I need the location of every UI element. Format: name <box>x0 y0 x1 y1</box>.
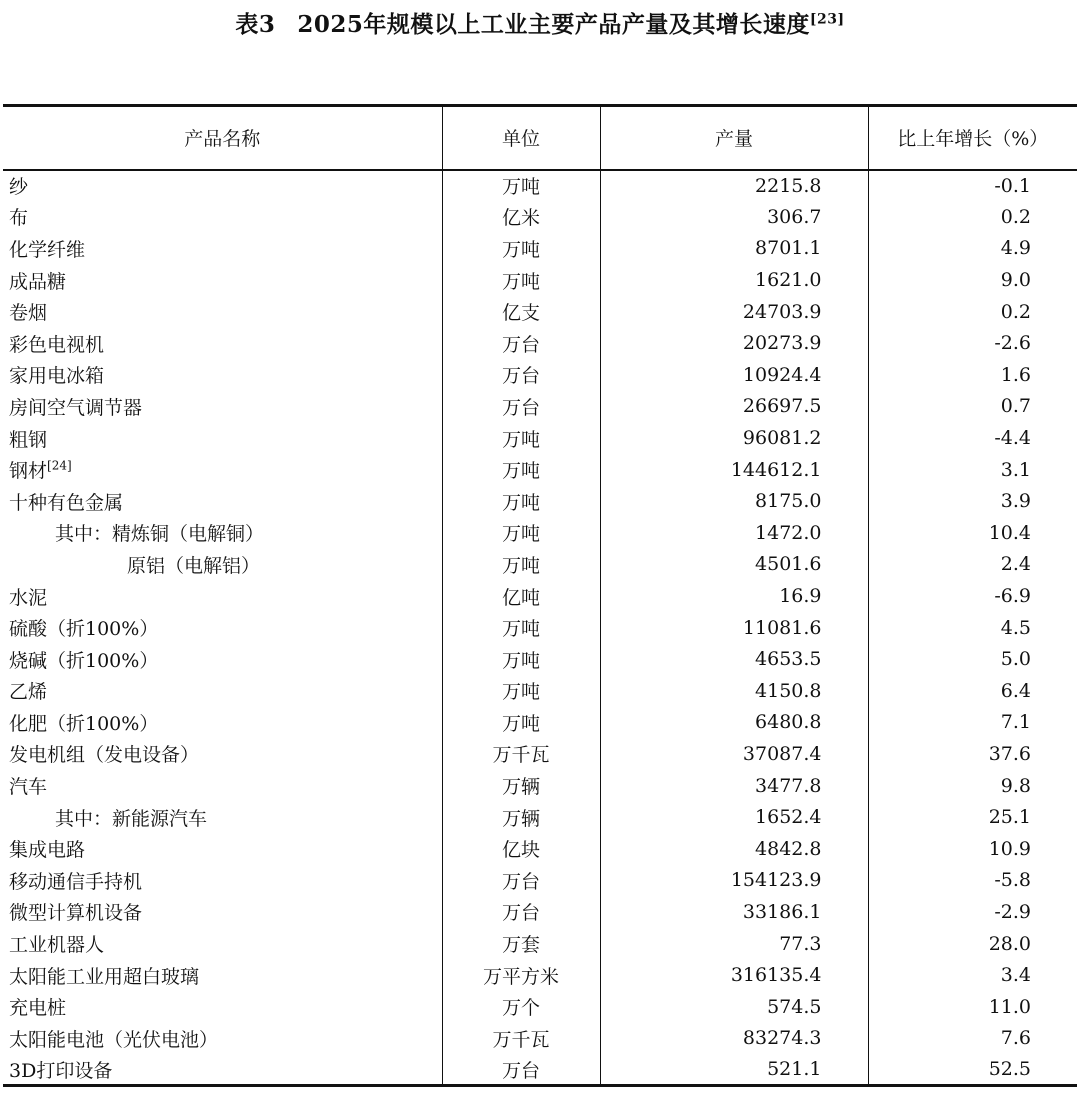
growth-cell: 9.0 <box>868 264 1077 296</box>
table-row <box>3 454 1077 486</box>
growth-cell: 5.0 <box>868 643 1077 675</box>
output-cell: 6480.8 <box>600 707 868 739</box>
table-title-text: 2025年规模以上工业主要产品产量及其增长速度 <box>297 11 810 38</box>
output-cell: 77.3 <box>600 928 868 960</box>
output-cell: 1621.0 <box>600 264 868 296</box>
growth-cell: 3.1 <box>868 454 1077 486</box>
product-name: 布 <box>9 207 29 230</box>
table-title <box>0 6 1080 39</box>
table-row <box>3 170 1077 202</box>
product-name: 成品糖 <box>9 270 67 293</box>
growth-cell: 9.8 <box>868 770 1077 802</box>
unit-cell: 亿支 <box>442 296 600 328</box>
footnote-ref: [24] <box>47 458 72 473</box>
table-row <box>3 422 1077 454</box>
table-number: 表3 <box>235 11 276 38</box>
unit-cell: 万吨 <box>442 549 600 581</box>
table-row <box>3 991 1077 1023</box>
unit-cell: 万台 <box>442 896 600 928</box>
header-output: 产量 <box>600 106 868 170</box>
product-name-cell <box>3 327 442 359</box>
output-cell: 10924.4 <box>600 359 868 391</box>
output-cell: 306.7 <box>600 201 868 233</box>
product-name: 工业机器人 <box>9 934 105 957</box>
product-name-cell <box>3 580 442 612</box>
table-body <box>3 170 1077 1086</box>
growth-cell: 25.1 <box>868 801 1077 833</box>
growth-cell: 11.0 <box>868 991 1077 1023</box>
output-cell: 4501.6 <box>600 549 868 581</box>
product-name: 钢材 <box>9 460 48 483</box>
unit-cell: 万千瓦 <box>442 1023 600 1055</box>
growth-cell: 10.4 <box>868 517 1077 549</box>
unit-cell: 万辆 <box>442 801 600 833</box>
product-name: 其中：新能源汽车 <box>55 807 208 830</box>
table-row <box>3 485 1077 517</box>
product-name-cell <box>3 896 442 928</box>
product-name: 其中：精炼铜（电解铜） <box>55 523 265 546</box>
table-row <box>3 643 1077 675</box>
product-name-cell <box>3 991 442 1023</box>
product-name: 房间空气调节器 <box>9 396 143 419</box>
growth-cell: 52.5 <box>868 1054 1077 1086</box>
product-name: 移动通信手持机 <box>9 870 143 893</box>
growth-cell: 7.1 <box>868 707 1077 739</box>
product-name-cell <box>3 865 442 897</box>
product-name: 彩色电视机 <box>9 333 105 356</box>
unit-cell: 万吨 <box>442 170 600 202</box>
product-name: 充电桩 <box>9 997 67 1020</box>
table-row <box>3 1054 1077 1086</box>
product-name: 粗钢 <box>9 428 48 451</box>
output-cell: 3477.8 <box>600 770 868 802</box>
table-row <box>3 359 1077 391</box>
output-cell: 1652.4 <box>600 801 868 833</box>
output-cell: 83274.3 <box>600 1023 868 1055</box>
product-name-cell <box>3 928 442 960</box>
growth-cell: -4.4 <box>868 422 1077 454</box>
growth-cell: -5.8 <box>868 865 1077 897</box>
product-name: 集成电路 <box>9 839 86 862</box>
growth-cell: 3.4 <box>868 959 1077 991</box>
product-name: 3D打印设备 <box>9 1059 113 1082</box>
table-row <box>3 928 1077 960</box>
unit-cell: 万平方米 <box>442 959 600 991</box>
output-cell: 4150.8 <box>600 675 868 707</box>
output-cell: 521.1 <box>600 1054 868 1086</box>
table-row <box>3 327 1077 359</box>
product-name-cell <box>3 201 442 233</box>
output-cell: 16.9 <box>600 580 868 612</box>
output-cell: 11081.6 <box>600 612 868 644</box>
table-row <box>3 675 1077 707</box>
unit-cell: 万吨 <box>442 485 600 517</box>
output-cell: 96081.2 <box>600 422 868 454</box>
unit-cell: 万吨 <box>442 517 600 549</box>
table-row <box>3 391 1077 423</box>
growth-cell: 4.9 <box>868 233 1077 265</box>
output-cell: 1472.0 <box>600 517 868 549</box>
product-name-cell <box>3 233 442 265</box>
table-row <box>3 296 1077 328</box>
growth-cell: -2.9 <box>868 896 1077 928</box>
product-name: 化学纤维 <box>9 238 86 261</box>
product-name-cell <box>3 454 442 486</box>
product-name-cell <box>3 549 442 581</box>
product-name: 太阳能电池（光伏电池） <box>9 1028 219 1051</box>
product-name-cell <box>3 612 442 644</box>
table-row <box>3 517 1077 549</box>
output-cell: 33186.1 <box>600 896 868 928</box>
table-row <box>3 233 1077 265</box>
title-footnote-ref: [23] <box>809 11 845 28</box>
product-name: 乙烯 <box>9 681 48 704</box>
product-name: 发电机组（发电设备） <box>9 744 200 767</box>
unit-cell: 万千瓦 <box>442 738 600 770</box>
unit-cell: 万辆 <box>442 770 600 802</box>
table-row <box>3 549 1077 581</box>
product-name-cell <box>3 959 442 991</box>
growth-cell: 2.4 <box>868 549 1077 581</box>
output-cell: 37087.4 <box>600 738 868 770</box>
growth-cell: -2.6 <box>868 327 1077 359</box>
product-name: 微型计算机设备 <box>9 902 143 925</box>
growth-cell: 4.5 <box>868 612 1077 644</box>
growth-cell: 10.9 <box>868 833 1077 865</box>
output-cell: 8175.0 <box>600 485 868 517</box>
table-row <box>3 264 1077 296</box>
output-cell: 8701.1 <box>600 233 868 265</box>
table-row <box>3 738 1077 770</box>
unit-cell: 万吨 <box>442 675 600 707</box>
product-name: 家用电冰箱 <box>9 365 105 388</box>
product-name: 水泥 <box>9 586 48 609</box>
output-cell: 20273.9 <box>600 327 868 359</box>
table-row <box>3 959 1077 991</box>
unit-cell: 万吨 <box>442 422 600 454</box>
table-row <box>3 201 1077 233</box>
product-name-cell <box>3 391 442 423</box>
product-name-cell <box>3 517 442 549</box>
header-growth: 比上年增长（%） <box>868 106 1077 170</box>
output-cell: 154123.9 <box>600 865 868 897</box>
growth-cell: 3.9 <box>868 485 1077 517</box>
product-name-cell <box>3 170 442 202</box>
growth-cell: 0.2 <box>868 296 1077 328</box>
product-name-cell <box>3 770 442 802</box>
unit-cell: 亿米 <box>442 201 600 233</box>
table-row <box>3 580 1077 612</box>
product-output-table <box>3 104 1077 1087</box>
unit-cell: 万吨 <box>442 264 600 296</box>
unit-cell: 万个 <box>442 991 600 1023</box>
product-name-cell <box>3 359 442 391</box>
table-row <box>3 1023 1077 1055</box>
product-name-cell <box>3 264 442 296</box>
unit-cell: 万吨 <box>442 233 600 265</box>
growth-cell: -0.1 <box>868 170 1077 202</box>
table-row <box>3 612 1077 644</box>
output-cell: 26697.5 <box>600 391 868 423</box>
product-name-cell <box>3 296 442 328</box>
table-header-row <box>3 106 1077 170</box>
product-name: 硫酸（折100%） <box>9 618 159 641</box>
growth-cell: -6.9 <box>868 580 1077 612</box>
product-name-cell <box>3 675 442 707</box>
product-name-cell <box>3 1023 442 1055</box>
unit-cell: 亿吨 <box>442 580 600 612</box>
table-row <box>3 896 1077 928</box>
unit-cell: 万台 <box>442 865 600 897</box>
unit-cell: 亿块 <box>442 833 600 865</box>
unit-cell: 万台 <box>442 359 600 391</box>
unit-cell: 万台 <box>442 391 600 423</box>
output-cell: 144612.1 <box>600 454 868 486</box>
unit-cell: 万吨 <box>442 643 600 675</box>
growth-cell: 37.6 <box>868 738 1077 770</box>
growth-cell: 0.7 <box>868 391 1077 423</box>
growth-cell: 7.6 <box>868 1023 1077 1055</box>
product-name: 汽车 <box>9 776 48 799</box>
product-name: 卷烟 <box>9 302 48 325</box>
header-unit: 单位 <box>442 106 600 170</box>
unit-cell: 万吨 <box>442 454 600 486</box>
table-row <box>3 865 1077 897</box>
growth-cell: 6.4 <box>868 675 1077 707</box>
table-row <box>3 801 1077 833</box>
table-row <box>3 833 1077 865</box>
growth-cell: 28.0 <box>868 928 1077 960</box>
product-name: 太阳能工业用超白玻璃 <box>9 965 200 988</box>
unit-cell: 万台 <box>442 327 600 359</box>
growth-cell: 1.6 <box>868 359 1077 391</box>
table-row <box>3 707 1077 739</box>
product-name-cell <box>3 738 442 770</box>
output-cell: 4653.5 <box>600 643 868 675</box>
unit-cell: 万吨 <box>442 612 600 644</box>
product-name: 原铝（电解铝） <box>127 554 261 577</box>
product-name-cell <box>3 485 442 517</box>
product-name-cell <box>3 801 442 833</box>
product-name-cell <box>3 643 442 675</box>
product-name-cell <box>3 707 442 739</box>
header-product-name: 产品名称 <box>184 128 261 151</box>
unit-cell: 万台 <box>442 1054 600 1086</box>
product-name-cell <box>3 422 442 454</box>
output-cell: 24703.9 <box>600 296 868 328</box>
output-cell: 316135.4 <box>600 959 868 991</box>
product-name: 化肥（折100%） <box>9 712 159 735</box>
product-name: 十种有色金属 <box>9 491 124 514</box>
unit-cell: 万吨 <box>442 707 600 739</box>
output-cell: 4842.8 <box>600 833 868 865</box>
product-name: 纱 <box>9 176 29 199</box>
unit-cell: 万套 <box>442 928 600 960</box>
growth-cell: 0.2 <box>868 201 1077 233</box>
product-name: 烧碱（折100%） <box>9 649 159 672</box>
product-name-cell <box>3 833 442 865</box>
product-name-cell <box>3 1054 442 1086</box>
table-row <box>3 770 1077 802</box>
output-cell: 2215.8 <box>600 170 868 202</box>
output-cell: 574.5 <box>600 991 868 1023</box>
